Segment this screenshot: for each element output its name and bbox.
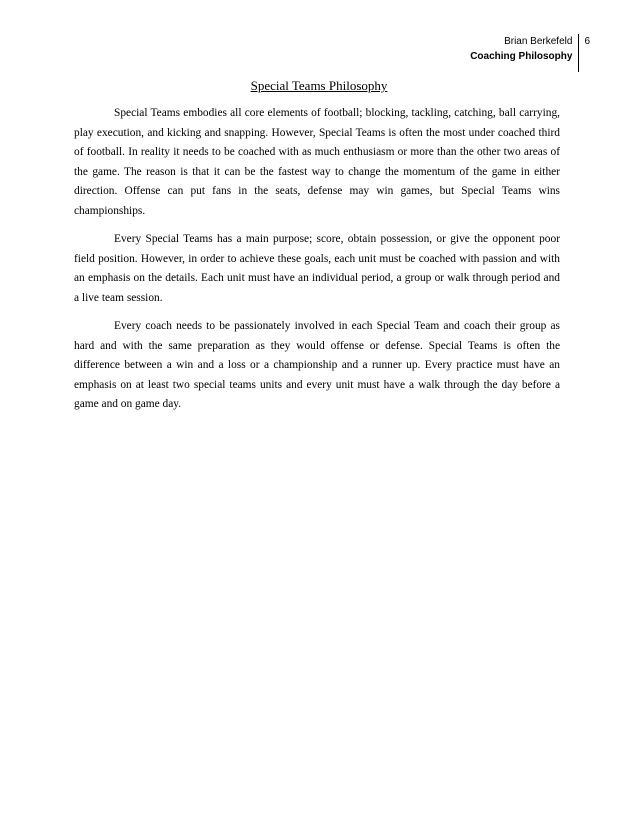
header-text-block [470, 34, 579, 72]
section-title: Special Teams Philosophy [250, 78, 388, 93]
paragraph-1: Special Teams embodies all core elements of football; blocking, tackling, catching, ball carrying, play execution, and kicking and snapping. However, Special Teams is often the most under coached third of football. In reality it needs to be coached with as much enthusiasm or more than the other two areas of the game. The reason is that it can be the fastest way to change the momentum of the game in either direction. Offense can put fans in the seats, defense may win games, but Special Teams wins championships. [74, 107, 560, 217]
paragraph-2: Every Special Teams has a main purpose; score, obtain possession, or give the opponent poor field position. However, in order to achieve these goals, each unit must be coached with passion and with an emphasis on the details. Each unit must have an individual period, a group or walk through period and a live team session. [74, 233, 560, 304]
body-text [74, 104, 560, 424]
running-header [470, 34, 590, 72]
author-name: Brian Berkefeld [504, 36, 573, 47]
document-subtitle: Coaching Philosophy [470, 51, 573, 62]
paragraph-3: Every coach needs to be passionately involved in each Special Team and coach their group as hard and with the same preparation as they would offense or defense. Special Teams is often the difference between a win and a loss or a championship and a runner up. Every practice must have an emphasis on at least two special teams units and every unit must have a walk through the day before a game and on game day. [74, 320, 560, 410]
page-number: 6 [584, 36, 590, 47]
